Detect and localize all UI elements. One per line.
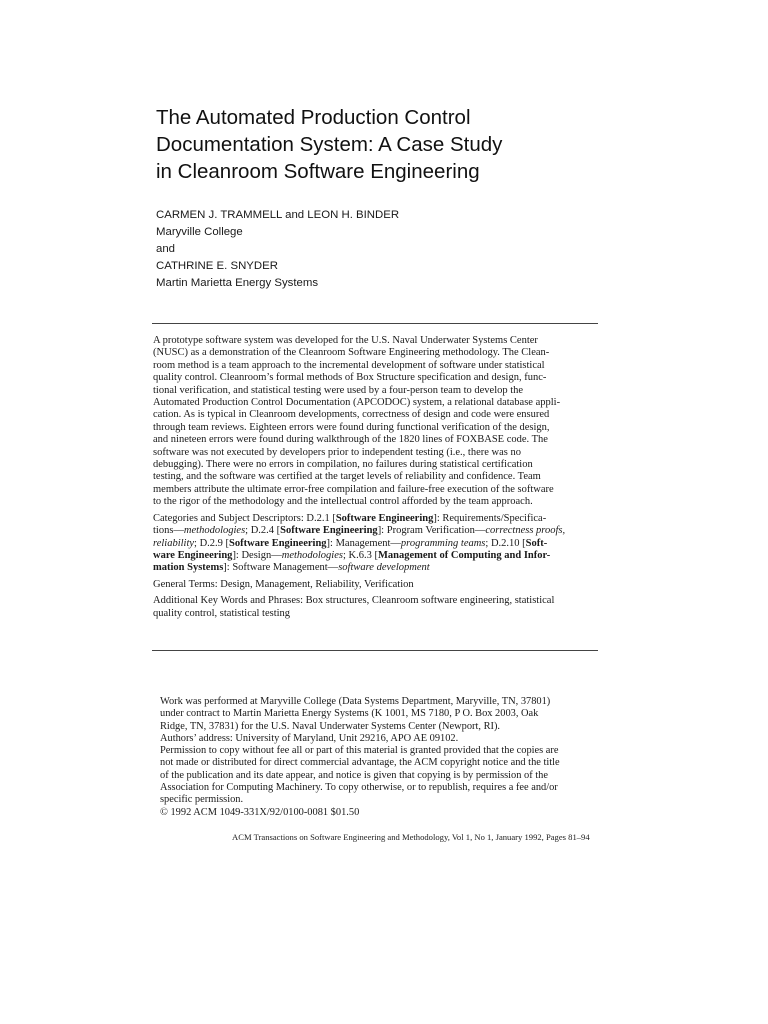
- footnote-line: Association for Computing Machinery. To copy otherwise, or to republish, requires a fee and/or: [160, 782, 558, 794]
- abstract-line: quality control. Cleanroom’s formal methods of Box Structure specification and design, func-: [153, 372, 547, 384]
- footnote-line: © 1992 ACM 1049-331X/92/0100-0081 $01.50: [160, 806, 360, 818]
- footnote-line: Ridge, TN, 37831) for the U.S. Naval Underwater Systems Center (Newport, RI).: [160, 720, 501, 732]
- keywords: [153, 595, 598, 620]
- footnote-line: under contract to Martin Marietta Energy Systems (K 1001, MS 7180, P O. Box 2003, Oak: [160, 708, 539, 720]
- paper-title: [156, 104, 716, 185]
- title-line: The Automated Production Control: [156, 106, 471, 129]
- title-line: Documentation System: A Case Study: [156, 133, 503, 156]
- abstract-line: and nineteen errors were found during walkthrough of the 1820 lines of FOXBASE code. The: [153, 434, 548, 446]
- abstract-line: through team reviews. Eighteen errors were found during functional verification of the design,: [153, 421, 550, 433]
- divider-bottom: [152, 650, 598, 651]
- keywords-line: Additional Key Words and Phrases: Box structures, Cleanroom software engineering, statistical: [153, 595, 555, 607]
- general-terms: [153, 579, 598, 591]
- footnote-line: Work was performed at Maryville College (Data Systems Department, Maryville, TN, 37801): [160, 696, 551, 707]
- footnote-line: not made or distributed for direct commercial advantage, the ACM copyright notice and the title: [160, 757, 560, 769]
- footnote-line: specific permission.: [160, 794, 244, 806]
- general-terms-line: General Terms: Design, Management, Reliability, Verification: [153, 578, 414, 590]
- abstract-line: debugging). There were no errors in compilation, no failures during statistical certification: [153, 459, 533, 471]
- abstract-text: [153, 335, 598, 509]
- abstract-line: A prototype software system was developed for the U.S. Naval Underwater Systems Center: [153, 335, 538, 346]
- author-conjunction: and: [156, 243, 176, 255]
- journal-citation: ACM Transactions on Software Engineering and Methodology, Vol 1, No 1, January 1992, Pages 81–94: [232, 832, 590, 842]
- footnote-line: Authors’ address: University of Maryland, Unit 29216, APO AE 09102.: [160, 732, 459, 744]
- footnote-line: Permission to copy without fee all or part of this material is granted provided that the copies are: [160, 745, 559, 757]
- categories-line: reliability; D.2.9 [Software Engineering]: Management—programming teams; D.2.10 [Soft-: [153, 537, 548, 549]
- categories-descriptors: [153, 513, 598, 575]
- footnote-block: [160, 696, 600, 819]
- abstract-section: [153, 335, 598, 624]
- abstract-line: members attribute the ultimate error-free compilation and failure-free execution of the software: [153, 483, 554, 495]
- abstract-line: (NUSC) as a demonstration of the Cleanroom Software Engineering methodology. The Clean-: [153, 347, 550, 359]
- author-names: CARMEN J. TRAMMELL and LEON H. BINDER: [156, 209, 400, 221]
- abstract-line: software was not executed by developers prior to independent testing (i.e., there was no: [153, 446, 521, 458]
- categories-line: mation Systems]: Software Management—software development: [153, 562, 430, 574]
- title-line: in Cleanroom Software Engineering: [156, 160, 480, 183]
- author-names: CATHRINE E. SNYDER: [156, 260, 278, 272]
- footnote-line: of the publication and its date appear, and notice is given that copying is by permission of the: [160, 769, 548, 781]
- abstract-line: tional verification, and statistical testing were used by a four-person team to develop the: [153, 384, 524, 396]
- keywords-line: quality control, statistical testing: [153, 607, 291, 619]
- abstract-line: room method is a team approach to the incremental development of software under statistical: [153, 359, 545, 371]
- categories-line: Categories and Subject Descriptors: D.2.1 [Software Engineering]: Requirements/Specifica-: [153, 512, 547, 524]
- author-block: [156, 207, 656, 292]
- abstract-line: Automated Production Control Documentation (APCODOC) system, a relational database appli-: [153, 397, 561, 409]
- abstract-line: testing, and the software was certified at the target levels of reliability and confidence. Team: [153, 471, 541, 483]
- categories-line: ware Engineering]: Design—methodologies; K.6.3 [Management of Computing and Infor-: [153, 549, 551, 561]
- divider-top: [152, 323, 598, 324]
- author-affiliation: Martin Marietta Energy Systems: [156, 277, 319, 289]
- author-affiliation: Maryville College: [156, 226, 243, 238]
- categories-line: tions—methodologies; D.2.4 [Software Engineering]: Program Verification—correctness proofs,: [153, 525, 566, 537]
- abstract-line: to the rigor of the methodology and the intellectual control afforded by the team approach.: [153, 496, 533, 508]
- abstract-line: cation. As is typical in Cleanroom developments, correctness of design and code were ensured: [153, 409, 550, 421]
